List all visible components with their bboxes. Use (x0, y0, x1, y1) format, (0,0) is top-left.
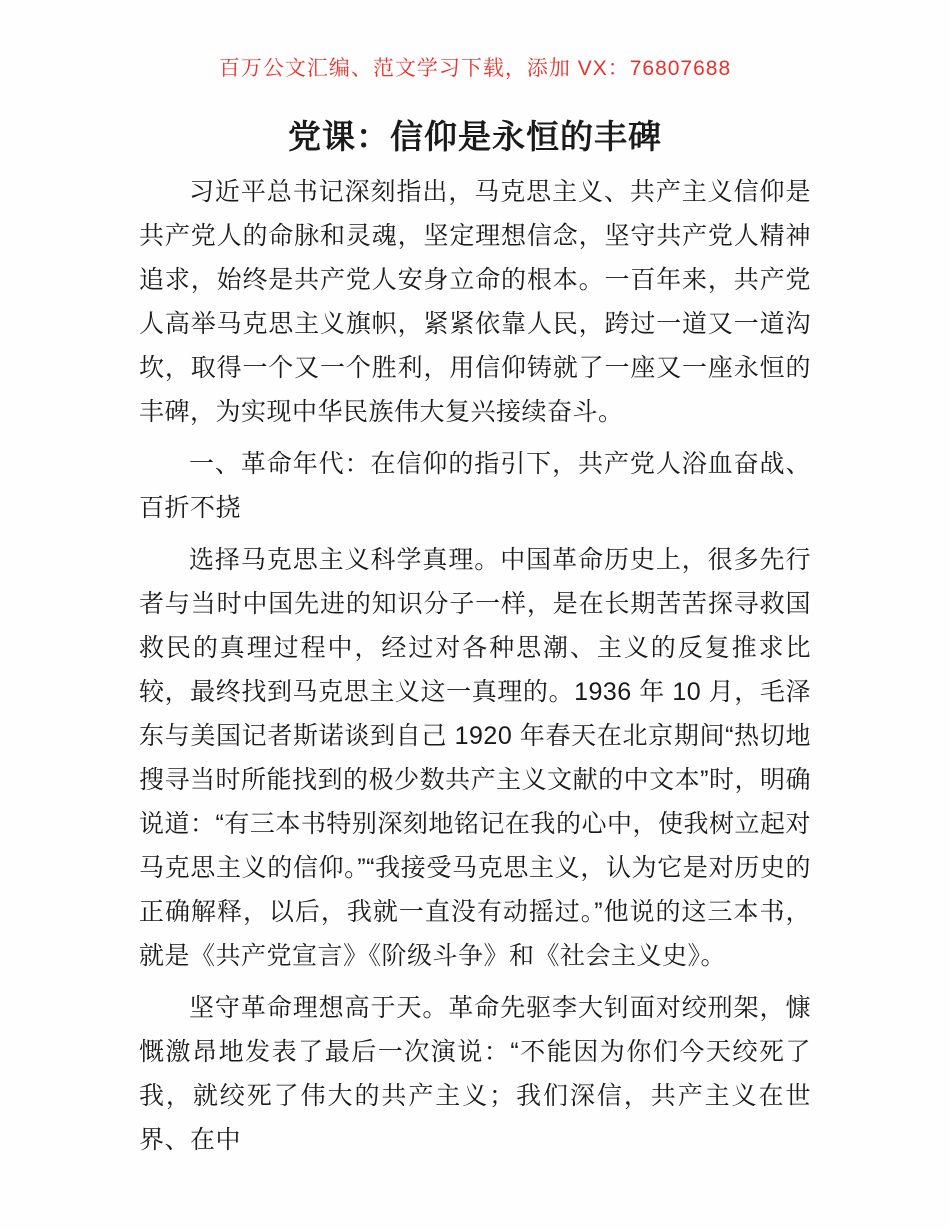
paragraph: 习近平总书记深刻指出，马克思主义、共产主义信仰是共产党人的命脉和灵魂，坚定理想信念，坚守共产党人精神追求，始终是共产党人安身立命的根本。一百年来，共产党人高举马克思主义旗帜，紧紧依靠人民，跨过一道又一道沟坎，取得一个又一个胜利，用信仰铸就了一座又一座永恒的丰碑，为实现中华民族伟大复兴接续奋斗。 (139, 178, 811, 426)
document-title: 党课：信仰是永恒的丰碑 (288, 118, 662, 155)
section-heading: 一、革命年代：在信仰的指引下，共产党人浴血奋战、百折不挠 (139, 450, 811, 522)
paragraph: 选择马克思主义科学真理。中国革命历史上，很多先行者与当时中国先进的知识分子一样，是在长期苦苦探寻救国救民的真理过程中，经过对各种思潮、主义的反复推求比较，最终找到马克思主义这一真理的。1936 年 10 月，毛泽东与美国记者斯诺谈到自己 1920 年春天在北京期间“热切地搜寻当时所能找到的极少数共产主义文献的中文本”时，明确说道：“有三本书特别深刻地铭记在我的心中，使我树立起对马克思主义的信仰。”“我接受马克思主义，认为它是对历史的正确解释，以后，我就一直没有动摇过。”他说的这三本书，就是《共产党宣言》《阶级斗争》和《社会主义史》。 (139, 546, 811, 970)
document-body (139, 170, 811, 1162)
promo-notice: 百万公文汇编、范文学习下载，添加 VX：76807688 (218, 57, 732, 80)
paragraph: 坚守革命理想高于天。革命先驱李大钊面对绞刑架，慷慨激昂地发表了最后一次演说：“不能因为你们今天绞死了我，就绞死了伟大的共产主义；我们深信，共产主义在世界、在中 (139, 994, 811, 1154)
